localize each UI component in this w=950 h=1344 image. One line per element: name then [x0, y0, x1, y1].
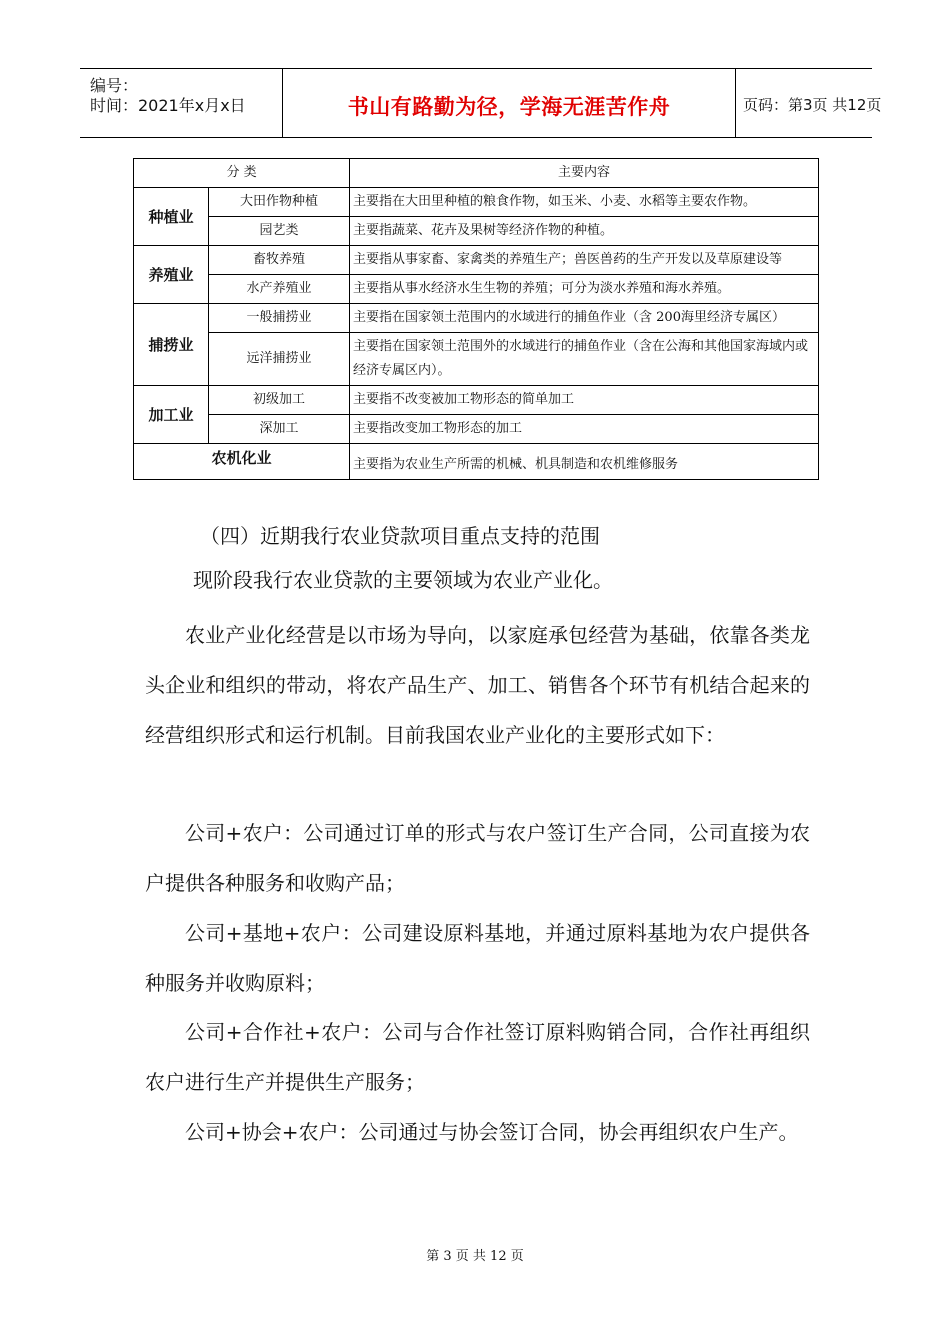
content-cell: 主要指蔬菜、花卉及果树等经济作物的种植。 [350, 217, 819, 246]
page-number-info: 页码：第3页 共12页 [743, 96, 882, 114]
table-row [134, 188, 819, 217]
subcategory-cell: 园艺类 [209, 217, 350, 246]
motto: 书山有路勤为径，学海无涯苦作舟 [347, 95, 671, 119]
paragraph: 农业产业化经营是以市场为导向，以家庭承包经营为基础，依靠各类龙头企业和组织的带动，将农产品生产、加工、销售各个环节有机结合起来的经营组织形式和运行机制。目前我国农业产业化的主要形式如下： [145, 623, 810, 747]
subcategory-cell: 大田作物种植 [209, 188, 350, 217]
subcategory-cell: 水产养殖业 [209, 275, 350, 304]
category-cell: 捕捞业 [134, 304, 209, 386]
subcategory-cell: 深加工 [209, 415, 350, 444]
header-page-cell [735, 69, 882, 137]
subcategory-cell: 畜牧养殖 [209, 246, 350, 275]
content-cell: 主要指改变加工物形态的加工 [350, 415, 819, 444]
paragraph: 公司+农户：公司通过订单的形式与农户签订生产合同，公司直接为农户提供各种服务和收购产品； [145, 821, 810, 895]
table-row [134, 217, 819, 246]
subcategory-cell: 初级加工 [209, 386, 350, 415]
content-cell: 主要指在大田里种植的粮食作物，如玉米、小麦、水稻等主要农作物。 [350, 188, 819, 217]
paragraph: 公司+协会+农户：公司通过与协会签订合同，协会再组织农户生产。 [185, 1120, 799, 1144]
paragraph: 公司+基地+农户：公司建设原料基地，并通过原料基地为农户提供各种服务并收购原料； [145, 921, 810, 995]
content-cell: 主要指不改变被加工物形态的简单加工 [350, 386, 819, 415]
category-cell: 加工业 [134, 386, 209, 444]
subcategory-cell: 一般捕捞业 [209, 304, 350, 333]
content-cell: 主要指在国家领土范围外的水域进行的捕鱼作业（含在公海和其他国家海域内或经济专属区内）。 [350, 333, 819, 386]
category-cell: 种植业 [134, 188, 209, 246]
classification-table [133, 158, 819, 480]
table-row [134, 415, 819, 444]
table-row [134, 386, 819, 415]
section-heading: （四）近期我行农业贷款项目重点支持的范围 [200, 524, 600, 548]
table-row [134, 444, 819, 480]
header-motto-cell [282, 69, 736, 137]
page-footer: 第 3 页 共 12 页 [426, 1249, 524, 1264]
content-cell: 主要指在国家领土范围内的水域进行的捕鱼作业（含 200海里经济专属区） [350, 304, 819, 333]
document-date: 时间：2021年x月x日 [90, 96, 246, 115]
header-category: 分 类 [134, 159, 350, 188]
category-cell: 农机化业 [134, 444, 350, 480]
table-header-row [134, 159, 819, 188]
header-meta [80, 69, 282, 137]
paragraph: 公司+合作社+农户：公司与合作社签订原料购销合同，合作社再组织农户进行生产并提供生产服务； [145, 1020, 810, 1094]
table-row [134, 304, 819, 333]
content-cell: 主要指从事家畜、家禽类的养殖生产；兽医兽药的生产开发以及草原建设等 [350, 246, 819, 275]
category-cell: 养殖业 [134, 246, 209, 304]
page-header [80, 68, 882, 138]
table-row [134, 246, 819, 275]
table-row [134, 275, 819, 304]
content-cell: 主要指从事水经济水生生物的养殖；可分为淡水养殖和海水养殖。 [350, 275, 819, 304]
document-number: 编号： [90, 76, 139, 95]
header-content: 主要内容 [350, 159, 819, 188]
subcategory-cell: 远洋捕捞业 [209, 333, 350, 386]
paragraph: 现阶段我行农业贷款的主要领域为农业产业化。 [193, 568, 613, 592]
content-cell: 主要指为农业生产所需的机械、机具制造和农机维修服务 [350, 444, 819, 480]
table-row [134, 333, 819, 386]
